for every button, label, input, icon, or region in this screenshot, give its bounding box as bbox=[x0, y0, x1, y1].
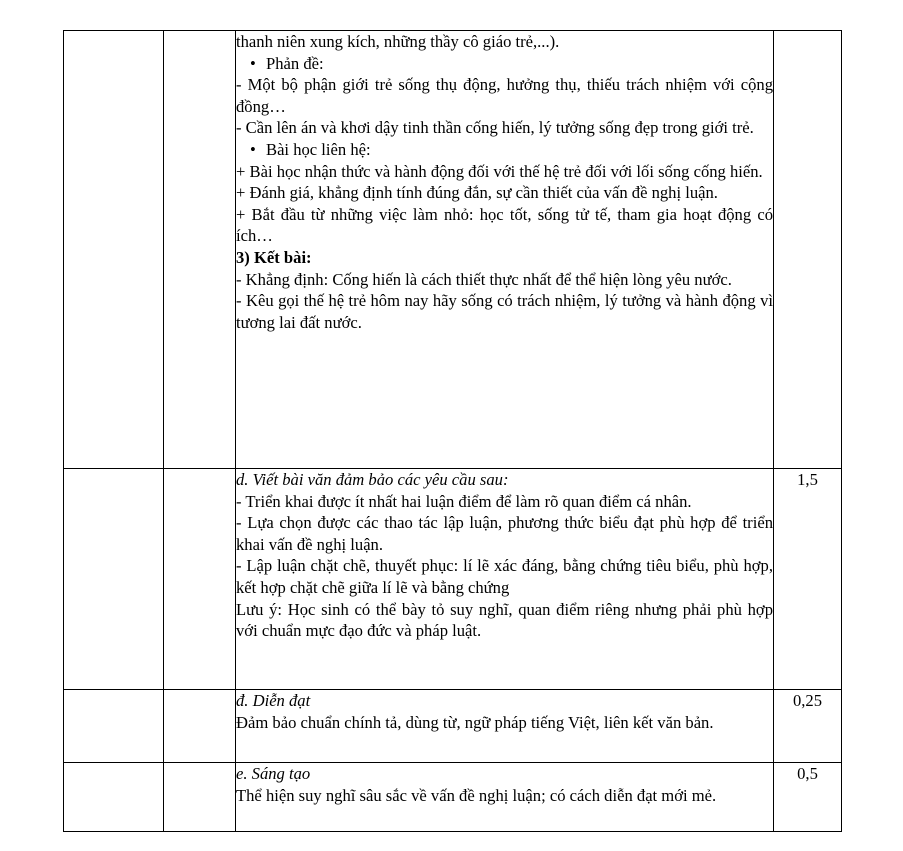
item-cell bbox=[164, 763, 236, 832]
content-cell bbox=[236, 690, 774, 763]
criterion-heading: e. Sáng tạo bbox=[236, 764, 311, 783]
content-line: Thể hiện suy nghĩ sâu sắc về vấn đề nghị luận; có cách diễn đạt mới mẻ. bbox=[236, 785, 717, 805]
content-cell bbox=[236, 31, 774, 469]
content-line: + Đánh giá, khẳng định tính đúng đắn, sự cần thiết của vấn đề nghị luận. bbox=[236, 183, 718, 203]
section-cell bbox=[64, 469, 164, 690]
rubric-body bbox=[64, 31, 842, 832]
bullet-heading bbox=[236, 53, 773, 75]
content-line: Đảm bảo chuẩn chính tả, dùng từ, ngữ pháp tiếng Việt, liên kết văn bản. bbox=[236, 712, 714, 732]
criterion-heading: d. Viết bài văn đảm bảo các yêu cầu sau: bbox=[236, 470, 509, 489]
content-line: - Lập luận chặt chẽ, thuyết phục: lí lẽ xác đáng, bằng chứng tiêu biểu, phù hợp, kết hợp chặt chẽ giữa lí lẽ và bằng chứng bbox=[236, 556, 773, 597]
content-line: Lưu ý: Học sinh có thể bày tỏ suy nghĩ, quan điểm riêng nhưng phải phù hợp với chuẩn mực đạo đức và pháp luật. bbox=[236, 599, 773, 641]
rubric-row bbox=[64, 690, 842, 763]
rubric-table bbox=[63, 30, 842, 832]
bullet-icon: • bbox=[250, 53, 256, 73]
section-cell bbox=[64, 31, 164, 469]
score-cell bbox=[774, 31, 842, 469]
rubric-row bbox=[64, 469, 842, 690]
score-cell: 1,5 bbox=[774, 469, 842, 690]
bullet-text: Bài học liên hệ: bbox=[266, 139, 371, 159]
bullet-text: Phản đề: bbox=[266, 53, 324, 73]
content-line: - Kêu gọi thế hệ trẻ hôm nay hãy sống có trách nhiệm, lý tưởng và hành động vì tương lai đất nước. bbox=[236, 291, 773, 332]
content-line: - Lựa chọn được các thao tác lập luận, phương thức biểu đạt phù hợp để triển khai vấn đề nghị luận. bbox=[236, 513, 773, 554]
criterion-heading: đ. Diễn đạt bbox=[236, 691, 311, 710]
score-cell: 0,25 bbox=[774, 690, 842, 763]
bullet-heading bbox=[236, 139, 773, 161]
section-cell bbox=[64, 763, 164, 832]
item-cell bbox=[164, 690, 236, 763]
content-line: - Cần lên án và khơi dậy tinh thần cống hiến, lý tưởng sống đẹp trong giới trẻ. bbox=[236, 118, 754, 138]
content-line: thanh niên xung kích, những thầy cô giáo trẻ,...). bbox=[236, 32, 560, 51]
item-cell bbox=[164, 31, 236, 469]
content-line: - Khẳng định: Cống hiến là cách thiết thực nhất để thể hiện lòng yêu nước. bbox=[236, 269, 732, 289]
content-line: - Triển khai được ít nhất hai luận điểm để làm rõ quan điểm cá nhân. bbox=[236, 491, 692, 511]
bullet-icon: • bbox=[250, 139, 256, 159]
content-line: + Bài học nhận thức và hành động đối với thế hệ trẻ đối với lối sống cống hiến. bbox=[236, 161, 763, 181]
rubric-row bbox=[64, 763, 842, 832]
section-heading: 3) Kết bài: bbox=[236, 247, 312, 267]
section-cell bbox=[64, 690, 164, 763]
content-cell bbox=[236, 763, 774, 832]
content-line: + Bắt đầu từ những việc làm nhỏ: học tốt, sống tử tế, tham gia hoạt động có ích… bbox=[236, 204, 773, 246]
item-cell bbox=[164, 469, 236, 690]
content-cell bbox=[236, 469, 774, 690]
rubric-row bbox=[64, 31, 842, 469]
content-line: - Một bộ phận giới trẻ sống thụ động, hưởng thụ, thiếu trách nhiệm với cộng đồng… bbox=[236, 75, 773, 116]
score-cell: 0,5 bbox=[774, 763, 842, 832]
